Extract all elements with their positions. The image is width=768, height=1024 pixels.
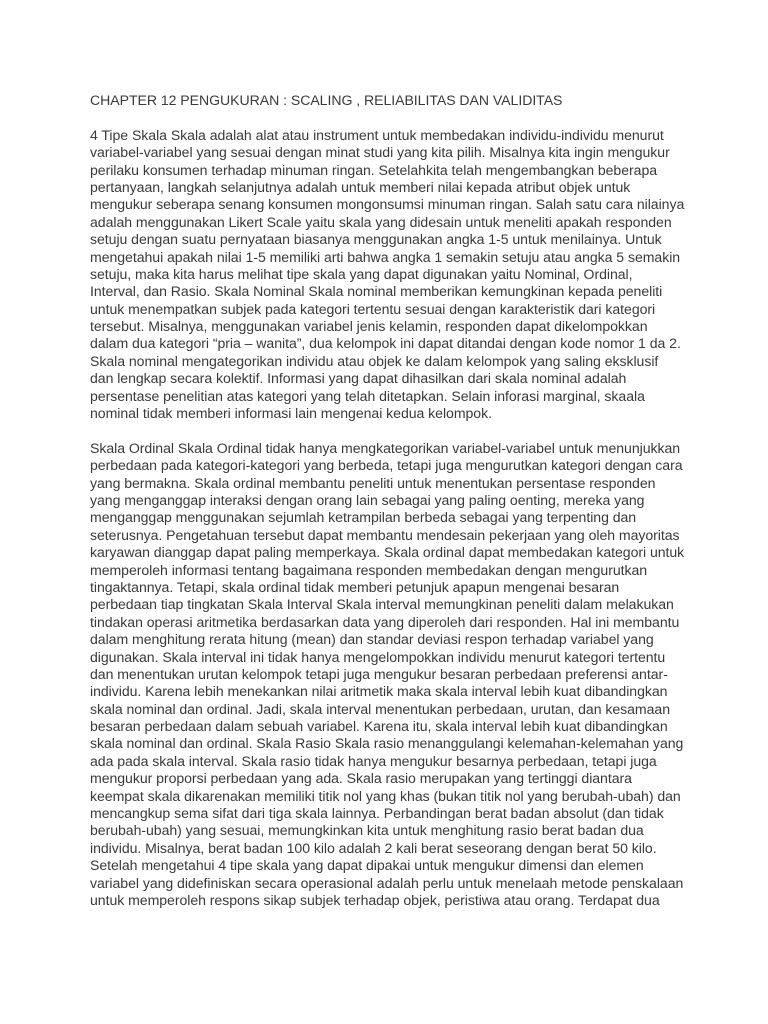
- text-line: menganggap menggunakan sejumlah ketrampilan berbeda sebagai yang terpenting dan: [90, 509, 637, 526]
- text-line: tindakan operasi aritmetika berdasarkan data yang diperoleh dari responden. Hal ini membantu: [90, 613, 680, 630]
- text-line: perbedaan pada kategori-kategori yang berbeda, tetapi juga mengurutkan kategori dengan cara: [90, 457, 683, 474]
- text-line: perbedaan tiap tingkatan Skala Interval Skala interval memungkinan peneliti dalam melakukan: [90, 596, 674, 613]
- text-line: setuju dengan suatu pernyataan biasanya menggunakan angka 1-5 untuk menilainya. Untuk: [90, 231, 662, 248]
- text-line: yang bermakna. Skala ordinal membantu peneliti untuk menentukan persentase responden: [90, 474, 656, 491]
- text-line: perilaku konsumen terhadap minuman ringan. Setelahkita telah mengembangkan beberapa: [90, 161, 658, 178]
- text-line: persentase penelitian atas kategori yang telah ditetapkan. Selain inforasi marginal, skaala: [90, 387, 645, 404]
- text-line: besaran perbedaan dalam sebuah variabel. Karena itu, skala interval lebih kuat dibandingkan: [90, 718, 668, 735]
- text-line: ada pada skala interval. Skala rasio tidak hanya mengukur besarnya perbedaan, tetapi juga: [90, 752, 657, 769]
- text-line: yang menganggap interaksi dengan orang lain sebagai yang paling oenting, mereka yang: [90, 492, 645, 508]
- text-line: skala nominal dan ordinal. Skala Rasio Skala rasio menanggulangi kelemahan-kelemahan yang: [90, 735, 684, 752]
- document-body: [90, 92, 690, 927]
- text-line: individu. Karena lebih menekankan nilai aritmetik maka skala interval lebih kuat dibandingkan: [90, 683, 668, 700]
- text-line: skala nominal dan ordinal. Jadi, skala interval menentukan perbedaan, urutan, dan kesamaan: [90, 700, 670, 717]
- text-line: mencangkup sema sifat dari tiga skala lainnya. Perbandingan berat badan absolut (dan tidak: [90, 805, 664, 822]
- text-line: individu. Misalnya, berat badan 100 kilo adalah 2 kali berat seseorang dengan berat 50 kilo.: [90, 839, 657, 856]
- text-line: mengukur proporsi perbedaan yang ada. Skala rasio merupakan yang tertinggi diantara: [90, 770, 632, 787]
- text-line: dalam menghitung rerata hitung (mean) dan standar deviasi respon terhadap variabel yang: [90, 631, 654, 648]
- text-line: setuju, maka kita harus melihat tipe skala yang dapat digunakan yaitu Nominal, Ordinal,: [90, 265, 633, 282]
- text-line: pertanyaan, langkah selanjutnya adalah untuk memberi nilai kepada atribut objek untuk: [90, 178, 631, 195]
- text-line: tersebut. Misalnya, menggunakan variabel jenis kelamin, responden dapat dikelompokkan: [90, 318, 648, 335]
- text-line: untuk memperoleh respons sikap subjek terhadap objek, peristiwa atau orang. Terdapat dua: [90, 891, 660, 908]
- text-line: Setelah mengetahui 4 tipe skala yang dapat dipakai untuk mengukur dimensi dan elemen: [90, 857, 644, 874]
- text-line: karyawan dianggap dapat paling memperkaya. Skala ordinal dapat membedakan kategori untuk: [90, 544, 685, 561]
- text-line: mengetahui apakah nilai 1-5 memiliki arti bahwa angka 1 semakin setuju atau angka 5 semakin: [90, 248, 681, 265]
- text-line: digunakan. Skala interval ini tidak hanya mengelompokkan individu menurut kategori tertentu: [90, 648, 666, 665]
- text-line: untuk menempatkan subjek pada kategori tertentu sesuai dengan karakteristik dari kategori: [90, 300, 656, 317]
- chapter-title: CHAPTER 12 PENGUKURAN : SCALING , RELIABILITAS DAN VALIDITAS: [90, 92, 563, 108]
- text-line: Skala Ordinal Skala Ordinal tidak hanya mengkategorikan variabel-variabel untuk menunjukkan: [90, 439, 681, 456]
- paragraph-scale-types: [90, 127, 690, 423]
- text-line: dalam dua kategori “pria – wanita”, dua kelompok ini dapat ditandai dengan kode nomor 1 da 2.: [90, 335, 681, 352]
- text-line: Skala nominal mengategorikan individu atau objek ke dalam kelompok yang saling eksklusif: [90, 352, 659, 369]
- text-line: dan lengkap secara kolektif. Informasi yang dapat dihasilkan dari skala nominal adalah: [90, 370, 627, 387]
- text-line: nominal tidak memberi informasi lain mengenai kedua kelompok.: [90, 405, 492, 422]
- text-line: tingaktannya. Tetapi, skala ordinal tidak memberi petunjuk apapun mengenai besaran: [90, 578, 620, 595]
- text-line: 4 Tipe Skala Skala adalah alat atau instrument untuk membedakan individu-individu menurut: [90, 126, 664, 143]
- text-line: variabel-variabel yang sesuai dengan minat studi yang kita pilih. Misalnya kita ingin mengukur: [90, 144, 670, 161]
- paragraph-ordinal-interval-ratio: [90, 440, 690, 910]
- text-line: seterusnya. Pengetahuan tersebut dapat membantu mendesain pekerjaan yang oleh mayoritas: [90, 526, 680, 543]
- text-line: keempat skala dikarenakan memiliki titik nol yang khas (bukan titik nol yang berubah-ubah) dan: [90, 787, 681, 804]
- text-line: adalah menggunakan Likert Scale yaitu skala yang didesain untuk meneliti apakah responden: [90, 213, 672, 230]
- text-line: variabel yang didefiniskan secara operasional adalah perlu untuk menelaah metode penskalaan: [90, 874, 684, 891]
- text-line: mengukur seberapa senang konsumen mongonsumsi minuman ringan. Salah satu cara nilainya: [90, 196, 685, 213]
- text-line: Interval, dan Rasio. Skala Nominal Skala nominal memberikan kemungkinan kepada peneliti: [90, 283, 663, 300]
- text-line: berubah-ubah) yang sesuai, memungkinkan kita untuk menghitung rasio berat badan dua: [90, 822, 644, 839]
- text-line: memperoleh informasi tentang bagaimana responden membedakan dengan mengurutkan: [90, 561, 648, 578]
- text-line: dan menentukan urutan kelompok tetapi juga mengukur besaran perbedaan preferensi antar-: [90, 665, 668, 682]
